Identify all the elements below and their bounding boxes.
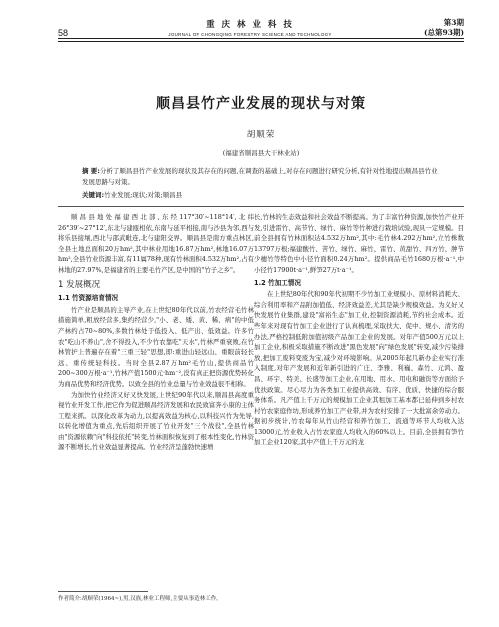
running-header [100, 18, 400, 37]
journal-title-cn: 重 庆 林 业 科 技 [206, 20, 294, 30]
intro-paragraph: 顺昌县地处福建西北部,东经117°30′~118°14′,北纬26°39′~27°12′,东北与建瓯相依,东南与延平相接,南与沙县为邻,西与将乐县接壤,西北与邵武毗连,北与建阳交界。顺昌县是南方重点林区,全县土地总面积20万hm²,其中林业用地16.87万hm²,林地16.07万hm²,全县竹业资源丰富,有11属78种,现有竹林面积4.532万hm²,占有林地的27.97%,是福建省的主要毛竹产区,是中国的"竹子之乡"。 [58, 213, 254, 274]
keywords-text: 竹业发展;现状;对策;顺昌县 [104, 191, 183, 199]
keywords [82, 190, 442, 200]
abstract [82, 166, 442, 188]
subsection-heading: 1.2 竹加工情况 [254, 278, 301, 287]
body-paragraph: 为加快竹业经济又好又快发展,上世纪90年代以来,顺昌县高度重视竹业开发工作,把它作为促进顺昌经济发展和农民致富奔小康的主体工程来抓。以深化改革为动力,以提高效益为核心,以科技兴竹为先导,以转化增值为重点,先后组织开展了竹业开发"三个战役",全县竹林由"资源依赖"向"科技依托"转变,竹林面积恢复到了根本性变化,竹林资源不断增长,竹业效益显著提高。竹业经济呈蓬勃快速增 [58, 390, 254, 452]
right-column [254, 212, 464, 448]
author-footnote: 作者简介:胡顺荣(1964~),男,汉族,林业工程师,主要从事造林工作。 [58, 596, 222, 602]
left-column [58, 212, 254, 453]
abstract-separator [58, 206, 464, 207]
article-author: 胡顺荣 [246, 130, 276, 140]
section-heading: 1 发展概况 [58, 279, 101, 290]
issue-number: 第3期 [443, 18, 464, 27]
header-rule [58, 38, 464, 39]
total-issue-number: (总第93期) [423, 28, 464, 37]
journal-title-en: JOURNAL OF CHONGQING FORESTRY SCIENCE AND TECHNOLOGY [168, 32, 332, 37]
article-title: 顺昌县竹产业发展的现状与对策 [156, 96, 366, 112]
author-affiliation: (福建省顺昌县大干林业站) [222, 149, 300, 157]
subsection-heading: 1.1 竹资源培育情况 [58, 294, 119, 303]
abstract-text: 分析了顺昌县竹产业发展的现状及其存在的问题,在调查的基础上,对存在问题进行研究分析,有针对性地提出顺昌县竹业发展思路与对策。 [82, 167, 438, 186]
page-number: 58 [58, 28, 69, 38]
body-paragraph: 竹产业是顺昌的主导产业,在上世纪80年代以前,竹农经营毛竹林措施简单,粗放经营多,集约经营少,"小、老、矮、黄、稀、病"的中低产林约占70~80%,多数竹林处于低投入、低产出、低效益。许多竹农"吃山不养山",舍不得投入,不少竹农靠吃"天水",竹林严重衰败,在竹林管护上普遍存在着"三重三轻"思想,即:重进山轻远山、重眼前轻长远、重传统轻科技。当时全县2.87万hm²毛竹山,提供商品竹200~300万根·a⁻¹,竹林产值1500元·hm⁻²,没有真正把资源优势转化为商品优势和经济优势。以致全县的竹业总量与竹业效益很不相称。 [58, 305, 254, 388]
issue-info [424, 18, 464, 38]
abstract-label: 摘 要: [82, 167, 100, 175]
body-paragraph-continued: 长,竹林的生态效益和社会效益不断提高。为了丰富竹种资源,加快竹产业开发,引进雷竹、高节竹、绿竹、麻竹等竹种进行栽培试验,现具一定规模。目前全县拥有竹林面积达4.532万hm²,其中:毛竹林4.292万hm²,立竹株数13797万根;福建酸竹、苦竹、绿竹、麻竹、雷竹、黄甜竹、四方竹、肿节少穗竹等特色中小径竹面积0.24万hm²。提供商品毛竹1680万根·a⁻¹,中小径竹17900t·a⁻¹,鲜笋27万t·a⁻¹。 [254, 213, 464, 274]
header-rule-thin [58, 41, 464, 42]
body-paragraph: 在上世纪80年代和90年代初期不少竹加工业规模小、原材料消耗大、综合利用率和产品附加值低、经济效益差,尤其是缺少规模效益。为义好又快发展竹业集群,建设"富裕生态"加工业,控制资源消耗,节约社会成本。近些年来对现有竹加工企业进行了认真梳理,采取扶大、促中、规小、清劣的办法,严格控制低附加值初级产品加工企业的发展。对年产值500万元以上加工企业,积极采取措施不断改进"黑色发展"向"绿色发展"转变,减少污染排放,把加工废料变废为宝,减少对环境影响。从2005年起几新办企业实行准入制度,对年产发展和近年新引进的广庄、李雅、利巍、森竹、元鸿、盈昌、环宇、特美、长盛等加工企业,在用地、用水、用电和融资等方面给予优扶政策。尽心尽力为各类加工业提供高效、有序、优质、快捷的综合服务体系。凡产值上千万元的规模加工企业其租加工基本都已延伸到乡村农村竹农家庭作坊,形成养竹加工产业带,并为农村安排了一大批富余劳动力。据初步统计,竹农每年从竹山经营和养竹加工、流通等环节人均收入达13000元,竹业收入占竹农家庭人均收入的60%以上。目前,全县拥有笋竹加工企业120家,其中产值上千万元的龙 [254, 290, 464, 447]
keywords-label: 关键词: [82, 191, 105, 199]
footnote-rule [58, 591, 148, 592]
